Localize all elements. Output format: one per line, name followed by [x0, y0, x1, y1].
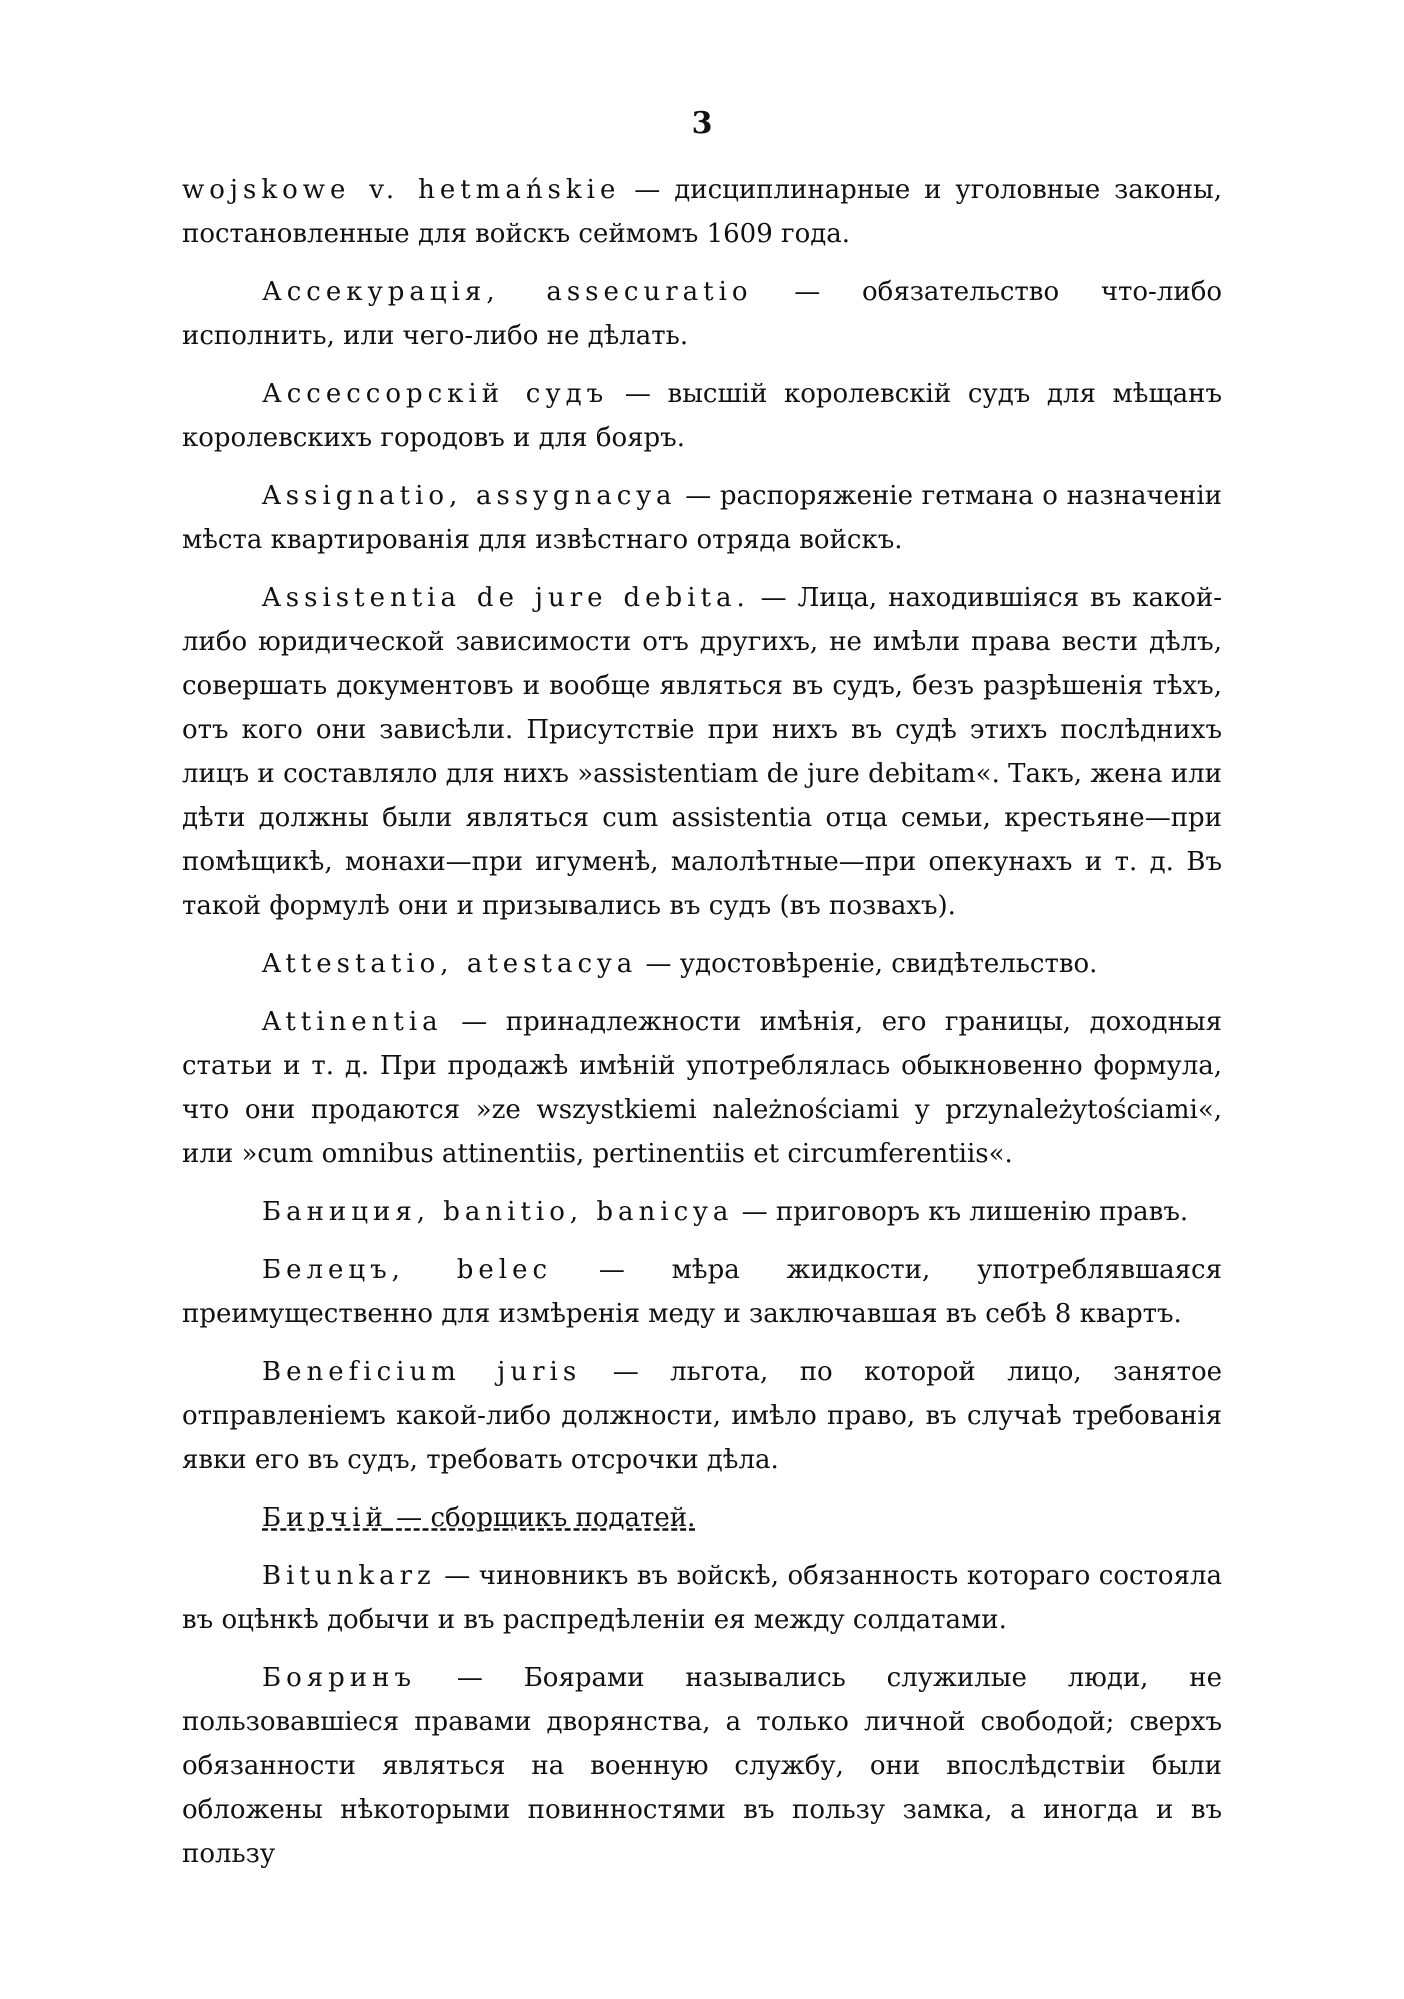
glossary-entry — [182, 576, 1222, 928]
glossary-entry — [182, 1190, 1222, 1234]
entry-term: Баниция, banitio, banicya — [262, 1197, 734, 1227]
entry-term: Assignatio, assygnacya — [262, 481, 677, 511]
entry-term: Attestatio, atestacya — [262, 949, 638, 979]
entry-term: Attinentia — [262, 1007, 443, 1037]
glossary-text — [182, 168, 1222, 1890]
entry-term: Бирчій — [262, 1503, 388, 1533]
entry-definition: — Боярами назывались служилые люди, не пользовавшіеся правами дворянства, а только личной свободой; сверхъ обязанности являться на военную службу, они впослѣдствіи были обложены нѣкоторыми повинностями въ пользу замка, а иногда и въ пользу — [182, 1663, 1222, 1869]
entry-term: Бояринъ — [262, 1663, 417, 1693]
entry-term: Bitunkarz — [262, 1561, 436, 1591]
glossary-entry — [182, 1496, 1222, 1540]
entry-definition: — обязательство что-либо исполнить, или чего-либо не дѣлать. — [182, 277, 1222, 351]
glossary-entry — [182, 1554, 1222, 1642]
entry-definition: — льгота, по которой лицо, занятое отправленіемъ какой-либо должности, имѣло право, въ случаѣ требованія явки его въ судъ, требовать отсрочки дѣла. — [182, 1357, 1223, 1475]
entry-term: wojskowe v. hetmańskie — [182, 175, 621, 205]
glossary-entry — [182, 1248, 1222, 1336]
glossary-entry — [182, 270, 1222, 358]
entry-term: Белецъ, belec — [262, 1255, 553, 1285]
entry-term: Ассессорскій судъ — [262, 379, 609, 409]
entry-definition: — принадлежности имѣнія, его границы, доходныя статьи и т. д. При продажѣ имѣній употреблялась обыкновенно формула, что они продаются »ze wszystkiemi należnościami y przynależytościami«, или »cum omnibus attinentiis, pertinentiis et circumferentiis«. — [182, 1007, 1222, 1169]
entry-term: Assistentia de jure debita. — [262, 583, 750, 613]
entry-definition: — Лица, находившіяся въ какой-либо юридической зависимости отъ другихъ, не имѣли права вести дѣлъ, совершать документовъ и вообще являться въ судъ, безъ разрѣшенія тѣхъ, отъ кого они зависѣли. Присутствіе при нихъ въ судѣ этихъ послѣднихъ лицъ и составляло для нихъ »assistentiam de jure debitam«. Такъ, жена или дѣти должны были являться cum assistentia отца семьи, крестьяне—при помѣщикѣ, монахи—при игуменѣ, малолѣтные—при опекунахъ и т. д. Въ такой формулѣ они и призывались въ судъ (въ позвахъ). — [182, 583, 1222, 921]
entry-definition: — сборщикъ податей. — [387, 1503, 696, 1533]
glossary-entry — [182, 1350, 1222, 1482]
entry-definition: — чиновникъ въ войскѣ, обязанность котораго состояла въ оцѣнкѣ добычи и въ распредѣленіи ея между солдатами. — [182, 1561, 1222, 1635]
entry-definition: — высшій королевскій судъ для мѣщанъ королевскихъ городовъ и для бояръ. — [182, 379, 1222, 453]
entry-definition: — распоряженіе гетмана о назначеніи мѣста квартированія для извѣстнаго отряда войскъ. — [182, 481, 1222, 555]
page-number: 3 — [691, 106, 713, 141]
entry-term: Ассекурація, assecuratio — [262, 277, 753, 307]
entry-definition: — дисциплинарные и уголовные законы, постановленные для войскъ сеймомъ 1609 года. — [182, 175, 1222, 249]
entry-term: Beneficium juris — [262, 1357, 582, 1387]
glossary-entry — [182, 474, 1222, 562]
glossary-entry — [182, 942, 1222, 986]
glossary-entry — [182, 168, 1222, 256]
entry-definition: — удостовѣреніе, свидѣтельство. — [637, 949, 1098, 979]
glossary-entry — [182, 372, 1222, 460]
glossary-entry — [182, 1000, 1222, 1176]
glossary-entry — [182, 1656, 1222, 1876]
entry-definition: — мѣра жидкости, употреблявшаяся преимущественно для измѣренія меду и заключавшая въ себѣ 8 квартъ. — [182, 1255, 1223, 1329]
entry-definition: — приговоръ къ лишенію правъ. — [733, 1197, 1189, 1227]
